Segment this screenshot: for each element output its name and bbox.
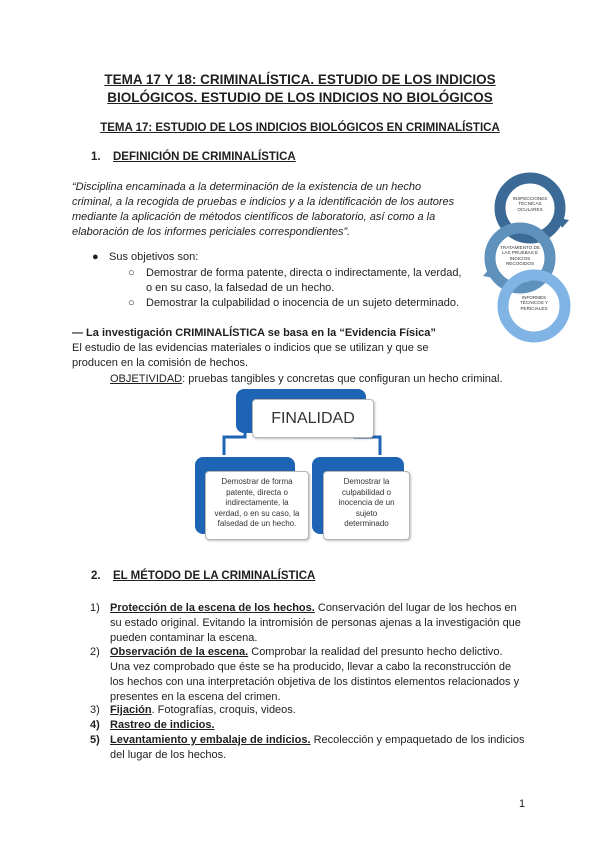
left-branch-card: [205, 471, 309, 540]
evidence-heading: — La investigación CRIMINALÍSTICA se basa en la “Evidencia Física”: [72, 327, 436, 339]
right-branch-card: [323, 471, 410, 540]
page-number: 1: [519, 798, 526, 810]
definition-line: elaboración de los informes periciales correspondientes”.: [72, 226, 351, 238]
objectives-label-text: Sus objetivos son:: [109, 251, 199, 263]
objectives-label: [92, 250, 198, 265]
method-step: [90, 733, 530, 763]
title-line-1: TEMA 17 Y 18: CRIMINALÍSTICA. ESTUDIO DE LOS INDICIOS: [104, 72, 496, 87]
definition-line: “Disciplina encaminada a la determinación de la existencia de un hecho: [72, 181, 422, 193]
document-title: [60, 71, 540, 107]
step-number: 2): [90, 646, 100, 658]
step-head: Rastreo de indicios.: [110, 719, 215, 731]
step-head: Observación de la escena.: [110, 646, 249, 658]
method-step: [90, 718, 530, 733]
step-text: . Fotografías, croquis, videos.: [151, 704, 296, 716]
circle-bullet-icon: ○: [128, 267, 135, 279]
definition-quote: [72, 180, 482, 240]
objective-line: Demostrar la culpabilidad o inocencia de un sujeto determinado.: [146, 297, 460, 309]
objective-line: Demostrar de forma patente, directa o indirectamente, la verdad,: [146, 267, 462, 279]
finalidad-label: FINALIDAD: [252, 399, 374, 438]
step-text: su estado original. Evitando la intromisión de personas ajenas a la investigación que: [110, 617, 521, 629]
title-line-2: BIOLÓGICOS. ESTUDIO DE LOS INDICIOS NO BIOLÓGICOS: [107, 90, 493, 105]
cycle-label-3: INFORMES TÉCNICOS Y PERICIALES: [520, 295, 548, 311]
section-2-number: 2.: [91, 570, 101, 582]
step-text: Conservación del lugar de los hechos en: [314, 602, 517, 614]
objectivity-label: OBJETIVIDAD: [110, 373, 183, 385]
evidence-line: producen en la comisión de hechos.: [72, 357, 249, 369]
step-text: del lugar de los hechos.: [110, 749, 227, 761]
cycle-label-2: TRATAMIENTO DE LAS PRUEBAS E INDICIOS RECOGIDOS: [500, 245, 540, 267]
cycle-label-1: INSPECCIONES TÉCNICAS OCULARES: [512, 196, 548, 212]
step-number: 4): [90, 719, 100, 731]
method-step: [90, 645, 530, 705]
step-head: Protección de la escena de los hechos.: [110, 602, 315, 614]
step-text: presentes en la escena del crimen.: [110, 691, 281, 703]
right-branch-text: Demostrar la culpabilidad o inocencia de un sujeto determinado: [338, 477, 395, 528]
document-subtitle: TEMA 17: ESTUDIO DE LOS INDICIOS BIOLÓGICOS EN CRIMINALÍSTICA: [100, 122, 500, 134]
section-1-heading: [91, 151, 296, 163]
step-text: Recolección y empaquetado de los indicios: [310, 734, 525, 746]
section-2-heading: [91, 570, 315, 582]
method-step: [90, 601, 530, 646]
section-1-number: 1.: [91, 151, 101, 163]
method-step: [90, 703, 530, 718]
objective-item: [128, 266, 488, 296]
objective-line: o en su caso, la falsedad de un hecho.: [146, 282, 335, 294]
definition-line: mediante la aplicación de métodos científicos de laboratorio, así como a la: [72, 211, 436, 223]
step-text: los hechos con una interpretación objetiva de los distintos elementos relacionados y: [110, 676, 520, 688]
step-head: Fijación: [110, 704, 152, 716]
step-text: pueden contaminar la escena.: [110, 632, 258, 644]
step-number: 5): [90, 734, 100, 746]
definition-line: criminal, a la recogida de pruebas e indicios y a la identificación de los autores: [72, 196, 455, 208]
evidence-line: El estudio de las evidencias materiales o indicios que se utilizan y que se: [72, 342, 429, 354]
step-head: Levantamiento y embalaje de indicios.: [110, 734, 311, 746]
section-1-label: DEFINICIÓN DE CRIMINALÍSTICA: [113, 151, 296, 163]
step-number: 3): [90, 704, 100, 716]
circle-bullet-icon: ○: [128, 297, 135, 309]
evidence-text: [72, 341, 492, 371]
step-text: Una vez comprobado que éste se ha producido, llevar a cabo la reconstrucción de: [110, 661, 512, 673]
objective-item: [128, 296, 488, 311]
step-text: Comprobar la realidad del presunto hecho delictivo.: [248, 646, 503, 658]
section-2-label: EL MÉTODO DE LA CRIMINALÍSTICA: [113, 570, 316, 582]
left-branch-text: Demostrar de forma patente, directa o indirectamente, la verdad, o en su caso, la falsedad de un hecho.: [214, 477, 300, 528]
process-cycle-graphic: [474, 164, 586, 346]
objectivity-text: : pruebas tangibles y concretas que configuran un hecho criminal.: [182, 373, 503, 385]
bullet-icon: ●: [92, 251, 99, 263]
step-number: 1): [90, 602, 100, 614]
